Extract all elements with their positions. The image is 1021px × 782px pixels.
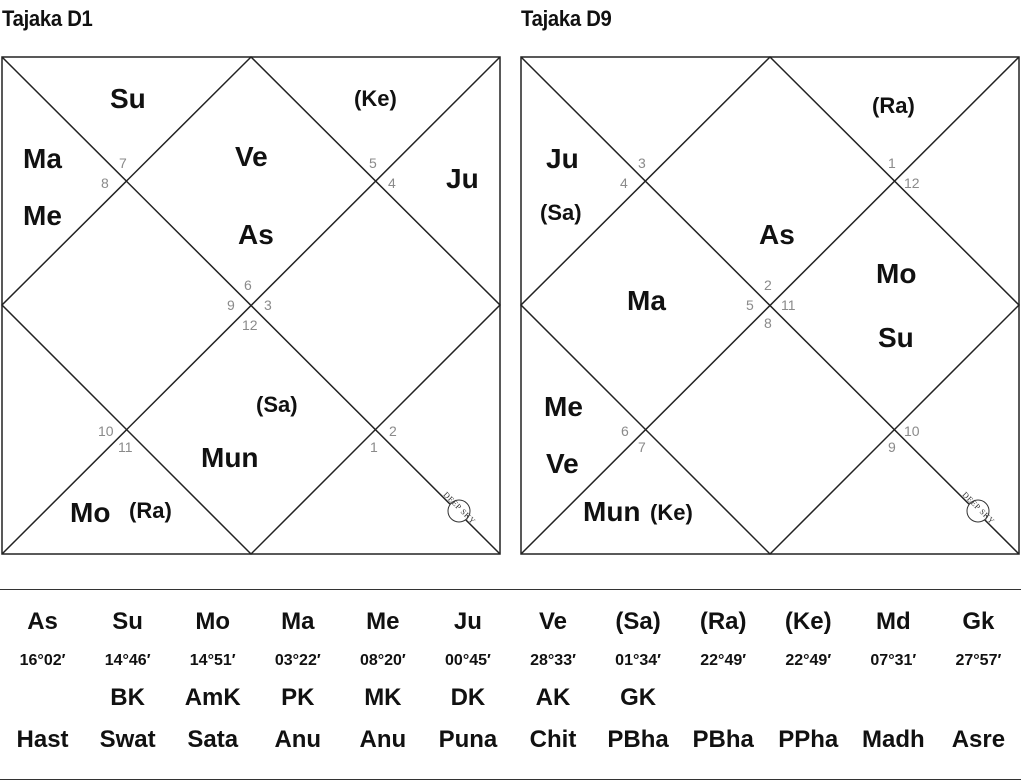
d1-house-number: 3	[264, 297, 272, 313]
nakshatra-cell: Hast	[16, 726, 69, 753]
table-top-divider	[0, 589, 1021, 590]
d1-house-number: 12	[242, 317, 258, 333]
nakshatra-cell: Asre	[951, 726, 1006, 753]
d1-house-number: 10	[98, 423, 114, 439]
d1-planet: (Sa)	[256, 392, 298, 417]
karaka-cell	[766, 684, 851, 712]
planet-cell: Mo	[195, 608, 231, 635]
d9-planet: Ve	[546, 448, 579, 479]
d9-planet: Su	[878, 322, 914, 353]
d9-house-number: 1	[888, 155, 896, 171]
karaka-cell: DK	[450, 684, 486, 711]
d9-planet: Ma	[627, 285, 666, 316]
d1-planet: Ma	[23, 143, 62, 174]
d9-house-number: 11	[781, 297, 796, 313]
nakshatra-cell: Puna	[438, 726, 498, 753]
degree-cell: 22°49′	[700, 652, 747, 669]
d9-house-number: 10	[904, 423, 920, 439]
planet-cell: Ju	[453, 608, 482, 635]
d1-chart-frame	[2, 57, 500, 554]
d9-planet: (Ke)	[650, 500, 693, 525]
nakshatra-cell: Anu	[274, 726, 322, 753]
chart-title-d1: Tajaka D1	[2, 6, 93, 31]
karaka-row	[0, 684, 1021, 712]
planet-cell: (Ke)	[784, 608, 832, 635]
degree-cell: 22°49′	[785, 652, 832, 669]
degree-cell: 07°31′	[870, 652, 917, 669]
nakshatra-cell: Chit	[529, 726, 577, 753]
d1-planet: Ve	[235, 141, 268, 172]
planet-cell: (Ra)	[699, 608, 747, 635]
degree-cell: 14°46′	[104, 652, 151, 669]
degree-cell: 16°02′	[19, 652, 66, 669]
degree-row	[0, 652, 1021, 670]
planet-cell: Md	[875, 608, 911, 635]
planet-cell: Gk	[962, 608, 995, 635]
d1-house-number: 6	[244, 277, 252, 293]
d1-house-numbers	[98, 155, 397, 455]
d1-house-number: 7	[119, 155, 127, 171]
d9-planet: Mun	[583, 496, 641, 527]
karaka-cell: BK	[110, 684, 145, 711]
d1-planet: Su	[110, 83, 146, 114]
d1-planet: Mun	[201, 442, 259, 473]
degree-cell: 08°20′	[359, 652, 406, 669]
karaka-cell: AmK	[184, 684, 241, 711]
d1-house-number: 2	[389, 423, 397, 439]
karaka-cell	[681, 684, 766, 712]
table-bottom-divider	[0, 779, 1021, 780]
nakshatra-row	[0, 726, 1021, 754]
nakshatra-cell: PBha	[692, 726, 754, 753]
d9-house-number: 12	[904, 175, 920, 191]
planet-row	[0, 608, 1021, 636]
d9-house-number: 6	[621, 423, 629, 439]
d1-planet: Mo	[70, 497, 111, 528]
degree-cell: 14°51′	[189, 652, 236, 669]
degree-cell: 27°57′	[955, 652, 1002, 669]
planet-cell: Ma	[281, 608, 315, 635]
nakshatra-cell: Sata	[187, 726, 239, 753]
d1-planet: Me	[23, 200, 62, 231]
d1-house-number: 5	[369, 155, 377, 171]
d1-planet: (Ra)	[129, 498, 172, 523]
nakshatra-cell: PBha	[607, 726, 669, 753]
chart-title-d9: Tajaka D9	[521, 6, 612, 31]
nakshatra-cell: Anu	[359, 726, 407, 753]
karaka-cell: PK	[281, 684, 315, 711]
d9-house-number: 4	[620, 175, 628, 191]
d9-house-number: 9	[888, 439, 896, 455]
degree-cell: 03°22′	[274, 652, 321, 669]
d1-house-number: 9	[227, 297, 235, 313]
d9-house-number: 8	[764, 315, 772, 331]
karaka-cell: GK	[620, 684, 657, 711]
d9-logo	[961, 490, 997, 526]
degree-cell: 00°45′	[445, 652, 491, 669]
d1-house-number: 11	[118, 439, 133, 455]
degree-cell: 28°33′	[530, 652, 576, 669]
d1-house-number: 8	[101, 175, 109, 191]
d9-planet: (Ra)	[872, 93, 915, 118]
d1-logo-text: DEEP SKY	[441, 490, 478, 526]
d9-planet: Me	[544, 391, 583, 422]
karaka-cell	[936, 684, 1021, 712]
d9-house-number: 3	[638, 155, 646, 171]
karaka-cell: MK	[364, 684, 402, 711]
planet-cell: Su	[112, 608, 143, 635]
d1-house-number: 1	[370, 439, 378, 455]
d1-planet: Ju	[446, 163, 479, 194]
nakshatra-cell: Madh	[861, 726, 925, 753]
d9-house-number: 5	[746, 297, 754, 313]
d9-planets	[540, 93, 916, 527]
d9-planet: As	[759, 219, 795, 250]
d9-planet: (Sa)	[540, 200, 582, 225]
karaka-cell	[0, 684, 85, 712]
planet-cell: Ve	[538, 608, 568, 635]
d1-planet: As	[238, 219, 274, 250]
d9-chart-frame	[521, 57, 1019, 554]
planet-cell: As	[27, 608, 58, 635]
d1-house-number: 4	[388, 175, 396, 191]
d9-logo-text: DEEP SKY	[960, 490, 997, 526]
planet-cell: Me	[366, 608, 400, 635]
karaka-cell	[851, 684, 936, 712]
d9-house-number: 7	[638, 439, 646, 455]
nakshatra-cell: PPha	[778, 726, 839, 753]
planet-cell: (Sa)	[615, 608, 661, 635]
d9-planet: Ju	[546, 143, 579, 174]
degree-cell: 01°34′	[615, 652, 661, 669]
d1-planet: (Ke)	[354, 86, 397, 111]
d1-logo	[442, 490, 478, 526]
nakshatra-cell: Swat	[99, 726, 156, 753]
karaka-cell: AK	[535, 684, 571, 711]
d9-planet: Mo	[876, 258, 917, 289]
d9-house-number: 2	[764, 277, 772, 293]
